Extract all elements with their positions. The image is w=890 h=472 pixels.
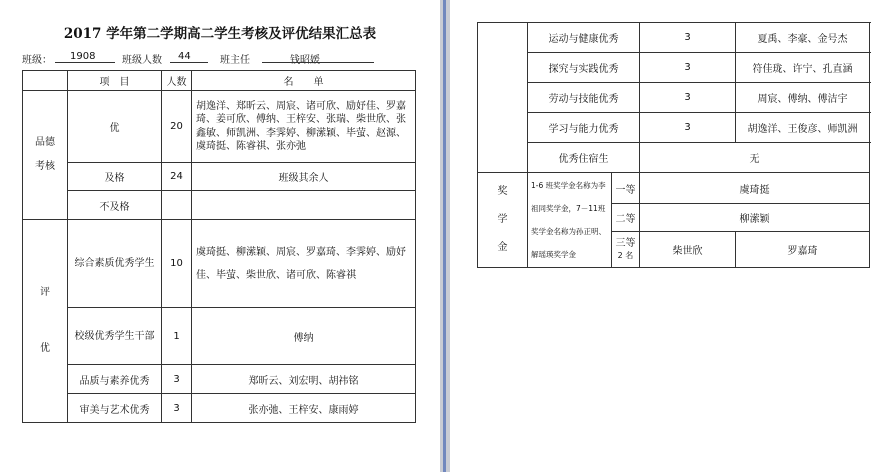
scholarship-char-1: 奖 <box>497 186 508 197</box>
size-underline <box>170 62 208 63</box>
quality-names: 郑昕云、刘宏明、胡祎铭 <box>192 365 416 394</box>
art-count: 3 <box>162 394 192 423</box>
comprehensive-label: 综合素质优秀学生 <box>68 220 162 308</box>
moral-excellent-count: 20 <box>162 91 192 163</box>
teacher-label: 班主任 <box>220 55 250 66</box>
practice-label: 探究与实践优秀 <box>528 53 640 83</box>
page-gap <box>440 0 450 472</box>
sports-label: 运动与健康优秀 <box>528 23 640 53</box>
labor-names: 周宸、傅纳、傅洁宇 <box>736 83 870 113</box>
teacher-underline <box>262 62 374 63</box>
practice-count: 3 <box>640 53 736 83</box>
class-label: 班级： <box>22 55 52 66</box>
third-label-cell <box>612 232 640 268</box>
third-label: 三等 <box>615 237 636 249</box>
teacher-value: 钱昭媛 <box>290 55 320 66</box>
awards-section-label: 评优 <box>40 287 50 354</box>
table-row <box>23 220 416 308</box>
second-names: 柳潆颖 <box>640 204 870 232</box>
comprehensive-count: 10 <box>162 220 192 308</box>
class-size-value: 44 <box>178 51 191 62</box>
table-row <box>23 308 416 365</box>
header-item: 项 目 <box>68 71 162 91</box>
moral-section-label: 品德考核 <box>35 137 55 172</box>
page-left <box>0 0 440 472</box>
table-row <box>23 365 416 394</box>
table-row <box>478 143 870 173</box>
moral-pass-names: 班级其余人 <box>192 163 416 191</box>
cadre-label: 校级优秀学生干部 <box>68 308 162 365</box>
class-size-label: 班级人数 <box>122 55 162 66</box>
third-name-1: 柴世欣 <box>640 232 736 268</box>
table-row <box>23 163 416 191</box>
summary-table-right <box>477 22 870 268</box>
table-row <box>478 23 870 53</box>
art-names: 张亦弛、王梓安、康雨婷 <box>192 394 416 423</box>
comprehensive-names: 虞琦挺、柳潆颖、周宸、罗嘉琦、李霁婷、励妤佳、毕萤、柴世欣、诸可欣、陈睿祺 <box>192 220 416 308</box>
cadre-names: 傅纳 <box>192 308 416 365</box>
table-row <box>478 83 870 113</box>
page-right <box>450 0 890 472</box>
moral-excellent-label: 优 <box>68 91 162 163</box>
table-row <box>23 191 416 220</box>
table-row <box>478 53 870 83</box>
header-names: 名 单 <box>192 71 416 91</box>
awards-section <box>23 220 68 423</box>
header-row <box>23 71 416 91</box>
moral-fail-count <box>162 191 192 220</box>
practice-names: 符佳珑、许宁、孔直涵 <box>736 53 870 83</box>
quality-label: 品质与素养优秀 <box>68 365 162 394</box>
moral-fail-names <box>192 191 416 220</box>
first-label: 一等 <box>612 173 640 204</box>
third-sub: 2 名 <box>617 250 634 260</box>
dorm-label: 优秀住宿生 <box>528 143 640 173</box>
table-row <box>23 91 416 163</box>
dorm-names: 无 <box>640 143 870 173</box>
header-count: 人数 <box>162 71 192 91</box>
study-names: 胡逸洋、王俊彦、师凯洲 <box>736 113 870 143</box>
scholarship-char-3: 金 <box>497 242 508 253</box>
page-title: 2017 学年第二学期高二学生考核及评优结果汇总表 <box>63 26 377 42</box>
art-label: 审美与艺术优秀 <box>68 394 162 423</box>
second-label: 二等 <box>612 204 640 232</box>
cadre-count: 1 <box>162 308 192 365</box>
summary-table-left <box>22 70 416 423</box>
moral-excellent-names: 胡逸洋、郑昕云、周宸、诸可欣、励妤佳、罗嘉琦、姜可欣、傅纳、王梓安、张瑞、柴世欣、张鑫敏、师凯洲、李霁婷、柳潆颖、毕萤、赵源、虞琦挺、陈睿祺、张亦弛 <box>192 91 416 163</box>
table-row <box>478 113 870 143</box>
moral-pass-count: 24 <box>162 163 192 191</box>
table-row <box>23 394 416 423</box>
table-row <box>478 173 870 204</box>
awards-continued <box>478 23 528 173</box>
labor-label: 劳动与技能优秀 <box>528 83 640 113</box>
moral-fail-label: 不及格 <box>68 191 162 220</box>
third-name-2: 罗嘉琦 <box>736 232 870 268</box>
moral-pass-label: 及格 <box>68 163 162 191</box>
scholarship-section <box>478 173 528 268</box>
quality-count: 3 <box>162 365 192 394</box>
labor-count: 3 <box>640 83 736 113</box>
class-value: 1908 <box>70 51 96 62</box>
header-blank <box>23 71 68 91</box>
scholarship-note: 1-6 班奖学金名称为李祖同奖学金，7－11班奖学金名称为孙正明、解瑶瑛奖学金 <box>528 173 612 268</box>
first-names: 虞琦挺 <box>640 173 870 204</box>
scholarship-char-2: 学 <box>497 214 508 225</box>
class-underline <box>55 62 115 63</box>
study-label: 学习与能力优秀 <box>528 113 640 143</box>
sports-names: 夏禹、李豪、金号杰 <box>736 23 870 53</box>
moral-section <box>23 91 68 220</box>
sports-count: 3 <box>640 23 736 53</box>
study-count: 3 <box>640 113 736 143</box>
